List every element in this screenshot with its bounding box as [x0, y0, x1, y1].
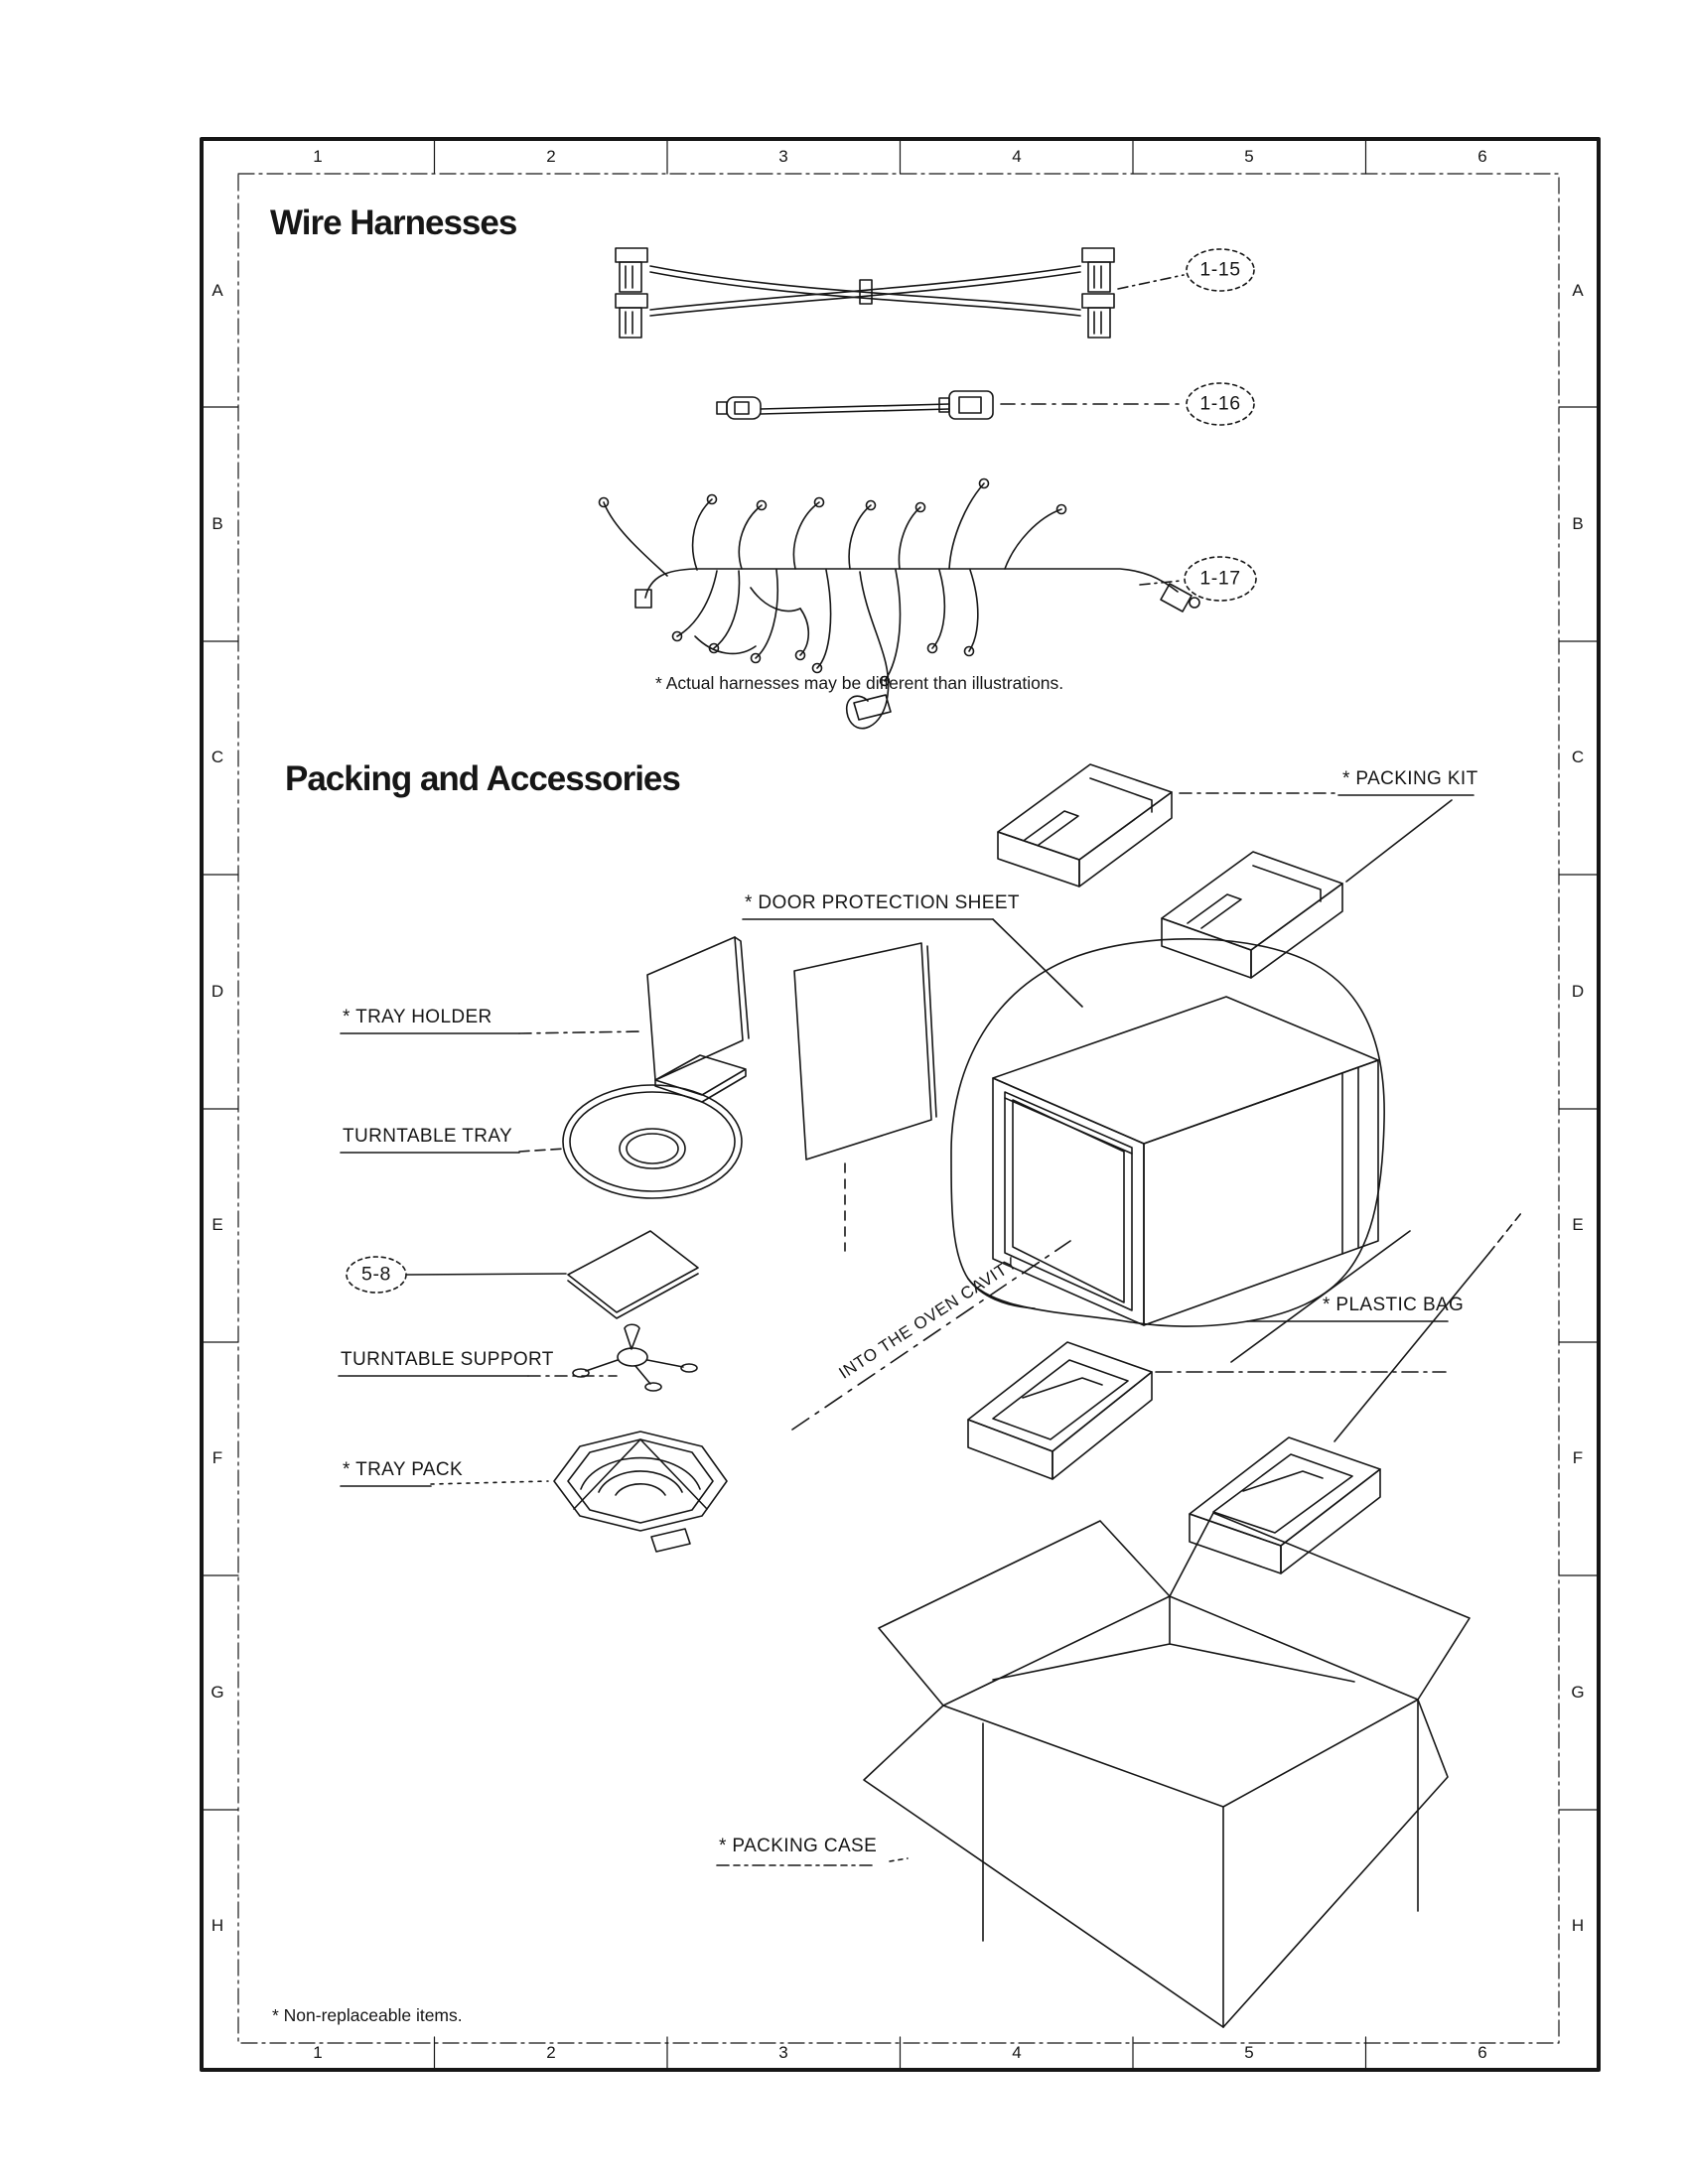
grid-row-left-a: A	[211, 281, 223, 300]
grid-row-left-g: G	[210, 1683, 224, 1702]
wire-harness-1-16-drawing	[717, 383, 1254, 425]
turntable-tray-drawing	[563, 1085, 742, 1198]
callout-1-16: 1-16	[1199, 392, 1241, 415]
packing-kit-foam-top-left	[998, 764, 1172, 887]
grid-col-bottom-6: 6	[1477, 2043, 1487, 2062]
section-title-packing-accessories: Packing and Accessories	[285, 759, 680, 798]
label-door-protection-sheet: * DOOR PROTECTION SHEET	[745, 892, 1020, 913]
grid-row-right-a: A	[1572, 281, 1584, 300]
callout-1-15: 1-15	[1199, 258, 1241, 281]
grid-row-right-e: E	[1572, 1215, 1584, 1234]
grid-col-top-3: 3	[778, 147, 788, 166]
door-protection-sheet-drawing	[794, 943, 936, 1251]
grid-col-top-6: 6	[1477, 147, 1487, 166]
grid-row-right-g: G	[1571, 1683, 1585, 1702]
grid-row-right-d: D	[1571, 982, 1585, 1001]
page-border	[202, 139, 1599, 2070]
turntable-support-drawing	[573, 1324, 697, 1391]
wire-harness-1-15-drawing	[616, 248, 1254, 338]
label-packing-case: * PACKING CASE	[719, 1836, 878, 1856]
callout-5-8: 5-8	[361, 1263, 391, 1286]
label-turntable-support: TURNTABLE SUPPORT	[341, 1349, 554, 1370]
grid-row-left-c: C	[210, 748, 224, 766]
tray-holder-drawing	[647, 937, 749, 1102]
grid-row-left-b: B	[211, 514, 223, 533]
grid-row-right-c: C	[1571, 748, 1585, 766]
label-turntable-tray: TURNTABLE TRAY	[343, 1126, 513, 1147]
grid-col-top-1: 1	[313, 147, 323, 166]
tray-sheet-drawing	[568, 1231, 698, 1318]
grid-row-left-h: H	[210, 1916, 224, 1935]
grid-col-bottom-2: 2	[546, 2043, 556, 2062]
non-replaceable-footnote: * Non-replaceable items.	[272, 2005, 463, 2025]
packing-kit-foam-bottom-left	[968, 1342, 1152, 1479]
packing-kit-foam-bottom-right	[1190, 1437, 1380, 1573]
grid-row-right-f: F	[1572, 1448, 1584, 1467]
packing-case-drawing	[864, 1513, 1470, 2027]
label-into-oven-cavity: INTO THE OVEN CAVITY	[835, 1253, 1022, 1383]
grid-col-top-5: 5	[1244, 147, 1254, 166]
label-packing-kit: * PACKING KIT	[1342, 768, 1478, 789]
grid-col-bottom-5: 5	[1244, 2043, 1254, 2062]
label-tray-holder: * TRAY HOLDER	[343, 1007, 492, 1027]
section-title-wire-harnesses: Wire Harnesses	[270, 204, 517, 242]
grid-col-bottom-3: 3	[778, 2043, 788, 2062]
grid-row-left-f: F	[211, 1448, 223, 1467]
grid-col-top-4: 4	[1012, 147, 1022, 166]
harness-disclaimer-note: * Actual harnesses may be different than illustrations.	[655, 673, 1064, 693]
grid-col-bottom-1: 1	[313, 2043, 323, 2062]
grid-col-bottom-4: 4	[1012, 2043, 1022, 2062]
grid-row-left-e: E	[211, 1215, 223, 1234]
grid-row-left-d: D	[210, 982, 224, 1001]
grid-col-top-2: 2	[546, 147, 556, 166]
label-plastic-bag: * PLASTIC BAG	[1323, 1295, 1465, 1315]
grid-row-right-b: B	[1572, 514, 1584, 533]
tray-pack-drawing	[554, 1432, 727, 1552]
label-tray-pack: * TRAY PACK	[343, 1459, 464, 1480]
packing-kit-foam-top-right	[1162, 852, 1342, 978]
leader-lines	[339, 793, 1521, 1865]
callout-1-17: 1-17	[1199, 567, 1241, 590]
grid-row-right-h: H	[1571, 1916, 1585, 1935]
